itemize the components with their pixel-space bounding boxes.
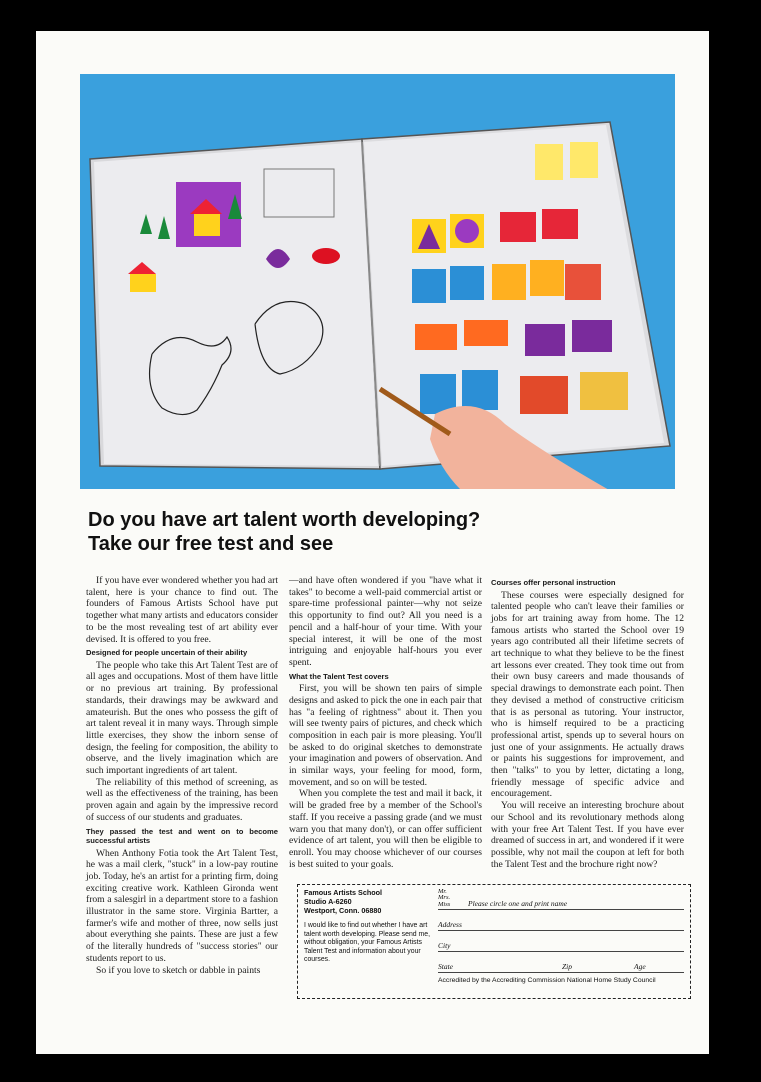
headline-line-1: Do you have art talent worth developing? — [88, 509, 481, 531]
name-hint: Please circle one and print name — [468, 898, 568, 908]
studio-number: Studio A-6260 — [304, 896, 352, 906]
paragraph: The people who take this Art Talent Test are of all ages and occupations. Most of them have little or no previous art training. By professional standards, their drawings may be awkward and amateurish. But the ones who possess the gift of art talent reveal it in many ways. Through simple little exercises, they show the inborn sense of design, the feeling for composition, the ability to observe, and the lively imagination which are such important ingredients of art talent. — [86, 659, 278, 777]
school-name: Famous Artists School — [304, 888, 383, 897]
body-column-2 — [289, 575, 482, 870]
paragraph: These courses were especially designed for talented people who can't leave their families or jobs for art training away from home. The 12 famous artists who started the School over 19 years ago contributed all their lifetime secrets of art technique to what they believe to be the finest art lessons ever created. They took time out from their own busy careers and made thousands of special drawings to demonstrate each point. Then they devised a method of constructive criticism that is as personal as tutoring. Your instructor, who is himself required to be a practicing professional artist, spends up to several hours on just one of your assignments. He actually draws or paints his suggestions for improvement, and then "talks" to you by letter, dictating a long, friendly message of specific advice and encouragement. — [491, 589, 684, 800]
school-city: Westport, Conn. 06880 — [304, 905, 382, 915]
body-column-1 — [86, 575, 278, 976]
paragraph: You will receive an interesting brochure about our School and its revolutionary methods along with your free Art Talent Test. If you have ever dreamed of success in art, and wondered if it were possible, why not mail the coupon at left for both the Talent Test and the brochure right now? — [491, 800, 684, 870]
state-label: State — [438, 961, 453, 971]
subheading: They passed the test and went on to become successful artists — [86, 826, 278, 846]
city-field[interactable] — [438, 933, 684, 952]
paragraph: The reliability of this method of screening, as well as the effectiveness of the training, has been proven again and again by the impressive record of success of our students and graduates. — [86, 776, 278, 823]
paragraph: When Anthony Fotia took the Art Talent Test, he was a mail clerk, "stuck" in a low-pay routine job. Today, he's an artist for a printing firm, doing exciting creative work. Kathleen Gironda went from a salesgirl in a department store to a fashion illustrator in the same store. Virginia Bartter, a farmer's wife and mother of three, now sells just about everything she paints. These are just a few of the literally hundreds of "success stories" our students report to us. — [86, 847, 278, 964]
address-label: Address — [438, 919, 462, 929]
title-options: Mr. Mrs. Miss — [438, 887, 451, 908]
zip-label: Zip — [562, 961, 573, 971]
paragraph: —and have often wondered if you "have what it takes" to become a well-paid commercial artist or spare-time professional painter—why not seize this opportunity to find out? All you need is a pencil and a half-hour of your time. With your special interest, it will be one of the most intriguing and enjoyable half-hours you ever spent. — [289, 575, 482, 668]
paragraph: First, you will be shown ten pairs of simple designs and asked to pick the one in each pair that has "a feeling of rightness" about it. Then you will see twenty pairs of pictures, and check which composition in each pair is more pleasing. You'll be asked to do original sketches to demonstrate your imagination and powers of observation. And in similar ways, your feeling for mood, form, movement, and so on will be tested. — [289, 683, 482, 788]
paragraph: So if you love to sketch or dabble in paints — [96, 964, 261, 976]
coupon-address-block — [304, 889, 432, 964]
age-label: Age — [634, 961, 646, 971]
headline-line-2: Take our free test and see — [88, 533, 334, 555]
subheading: Courses offer personal instruction — [491, 578, 616, 587]
name-field[interactable] — [438, 887, 684, 910]
open-book-drawing — [80, 74, 675, 489]
city-label: City — [438, 940, 451, 950]
coupon-request-text: I would like to find out whether I have art talent worth developing. Please send me, without obligation, your Famous Artists Talent Test and information about your courses. — [304, 922, 431, 964]
headline — [88, 508, 688, 556]
coupon-form — [438, 887, 684, 986]
paragraph: If you have ever wondered whether you had art talent, here is your chance to find out. The founders of Famous Artists School have put together what many artists and educators consider to be the most revealing test of art ability ever devised. It is offered to you free. — [86, 575, 278, 645]
address-field[interactable] — [438, 912, 684, 931]
state-zip-age-field[interactable] — [438, 954, 684, 973]
workbook-illustration — [80, 74, 675, 489]
body-column-3 — [491, 575, 684, 870]
magazine-page — [36, 31, 709, 1054]
mail-in-coupon[interactable] — [297, 884, 691, 999]
accreditation-note: Accredited by the Accrediting Commission National Home Study Council — [438, 977, 656, 984]
paragraph: When you complete the test and mail it back, it will be graded free by a member of the School's staff. If you receive a passing grade (and we must warn you that many don't), or can offer sufficient evidence of art talent, you will then be eligible to enroll. You may choose whichever of our courses is best suited to your goals. — [289, 788, 482, 870]
subheading: What the Talent Test covers — [289, 671, 389, 681]
subheading: Designed for people uncertain of their ability — [86, 648, 248, 658]
